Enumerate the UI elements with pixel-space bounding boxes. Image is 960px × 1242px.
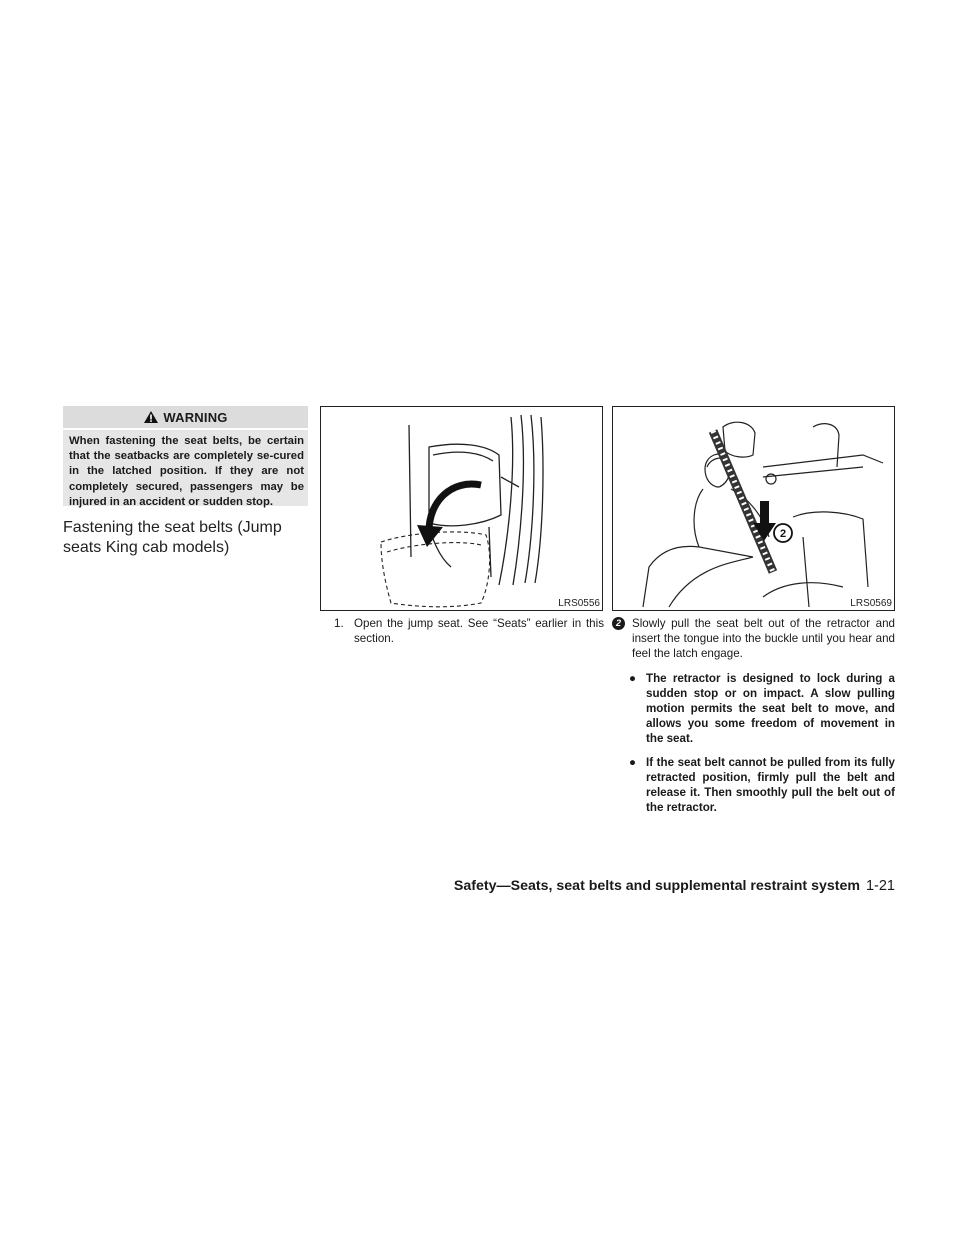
figure-jump-seat	[320, 406, 603, 611]
warning-triangle-icon	[143, 410, 159, 424]
step-number-badge: 2	[612, 617, 625, 630]
step-text: Slowly pull the seat belt out of the retractor and insert the tongue into the buckle until you hear and feel the latch engage.	[632, 617, 895, 660]
figure-callout: 2	[779, 528, 787, 540]
bullet-text: If the seat belt cannot be pulled from its fully retracted position, firmly pull the belt and release it. Then smoothly pull the belt out of the retractor.	[646, 756, 895, 814]
step-2	[612, 616, 895, 661]
warning-body: When fastening the seat belts, be certain that the seatbacks are completely se-cured in the latched position. If they are not completely secured, passengers may be injured in an accident or sudden stop.	[63, 430, 308, 506]
bullet-marker: ●	[629, 756, 637, 769]
page-number: 1-21	[865, 878, 895, 894]
warning-title: WARNING	[163, 409, 228, 425]
list-item	[612, 671, 895, 746]
step-number: 1.	[334, 617, 344, 630]
list-item	[612, 755, 895, 815]
warning-header	[63, 406, 308, 428]
fasten-belt-illustration	[613, 407, 894, 610]
section-title: Fastening the seat belts (Jump seats King cab models)	[63, 519, 282, 556]
step-2-column	[612, 616, 895, 824]
bullet-list	[612, 671, 895, 815]
figure-fasten-belt	[612, 406, 895, 611]
bullet-text: The retractor is designed to lock during a sudden stop or on impact. A slow pulling motion permits the seat belt to move, and allows you some freedom of movement in the seat.	[646, 672, 895, 745]
step-text: Open the jump seat. See “Seats” earlier in this section.	[354, 617, 604, 645]
step-1	[334, 616, 604, 646]
figure-code: LRS0556	[558, 598, 600, 609]
jump-seat-illustration	[321, 407, 602, 610]
figure-code: LRS0569	[850, 598, 892, 609]
bullet-marker: ●	[629, 672, 637, 685]
footer-section: Safety—Seats, seat belts and supplemental restraint system	[453, 878, 860, 894]
page-footer	[400, 878, 895, 894]
